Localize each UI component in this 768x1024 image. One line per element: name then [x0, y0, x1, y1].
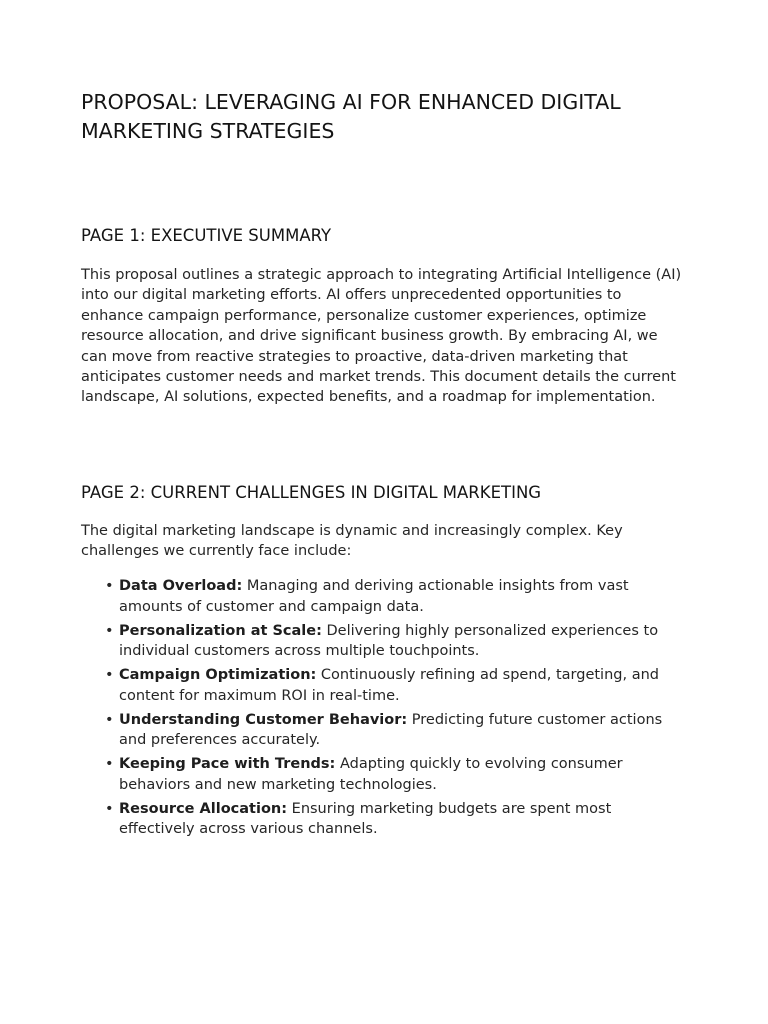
- bullet-marker: •: [105, 578, 114, 594]
- challenge-term: Keeping Pace with Trends:: [119, 756, 336, 773]
- challenge-term: Resource Allocation:: [119, 800, 288, 817]
- challenge-item-trends: [105, 754, 691, 795]
- challenge-item-campaign-optimization: [105, 665, 691, 706]
- document-title: PROPOSAL: LEVERAGING AI FOR ENHANCED DIGITAL MARKETING STRATEGIES: [81, 90, 621, 143]
- challenge-description: Continuously refining ad spend, targeting, and content for maximum ROI in real-time.: [119, 667, 659, 704]
- executive-summary-paragraph: This proposal outlines a strategic approach to integrating Artificial Intelligence (AI) into our digital marketing efforts. AI offers unprecedented opportunities to enhance campaign performance, personalize customer experiences, optimize resource allocation, and drive significant business growth. By embracing AI, we can move from reactive strategies to proactive, data-driven marketing that anticipates customer needs and market trends. This document details the current landscape, AI solutions, expected benefits, and a roadmap for implementation.: [81, 267, 682, 406]
- challenge-term: Data Overload:: [119, 578, 243, 594]
- challenges-intro-paragraph: The digital marketing landscape is dynamic and increasingly complex. Key challenges we currently face include:: [81, 523, 623, 560]
- challenge-item-customer-behavior: [105, 710, 691, 751]
- section-heading-current-challenges: PAGE 2: CURRENT CHALLENGES IN DIGITAL MARKETING: [81, 483, 542, 502]
- challenge-description: Managing and deriving actionable insights from vast amounts of customer and campaign data.: [119, 578, 629, 615]
- challenge-description: Adapting quickly to evolving consumer behaviors and new marketing technologies.: [119, 756, 623, 793]
- challenge-description: Ensuring marketing budgets are spent most effectively across various channels.: [119, 800, 612, 838]
- challenge-item-resource-allocation: [105, 799, 691, 840]
- challenge-term: Understanding Customer Behavior:: [119, 711, 408, 728]
- bullet-marker: •: [105, 800, 114, 817]
- challenge-description: Delivering highly personalized experiences to individual customers across multiple touchpoints.: [119, 622, 659, 660]
- section-heading-executive-summary: PAGE 1: EXECUTIVE SUMMARY: [81, 226, 332, 245]
- challenge-term: Campaign Optimization:: [119, 667, 317, 684]
- challenges-list: [105, 576, 691, 844]
- challenge-item-personalization: [105, 621, 691, 662]
- challenge-description: Predicting future customer actions and preferences accurately.: [119, 711, 663, 749]
- challenge-item-data-overload: [105, 576, 691, 617]
- challenge-term: Personalization at Scale:: [119, 622, 322, 639]
- bullet-marker: •: [105, 756, 114, 773]
- bullet-marker: •: [105, 667, 114, 684]
- bullet-marker: •: [105, 711, 114, 728]
- bullet-marker: •: [105, 622, 114, 639]
